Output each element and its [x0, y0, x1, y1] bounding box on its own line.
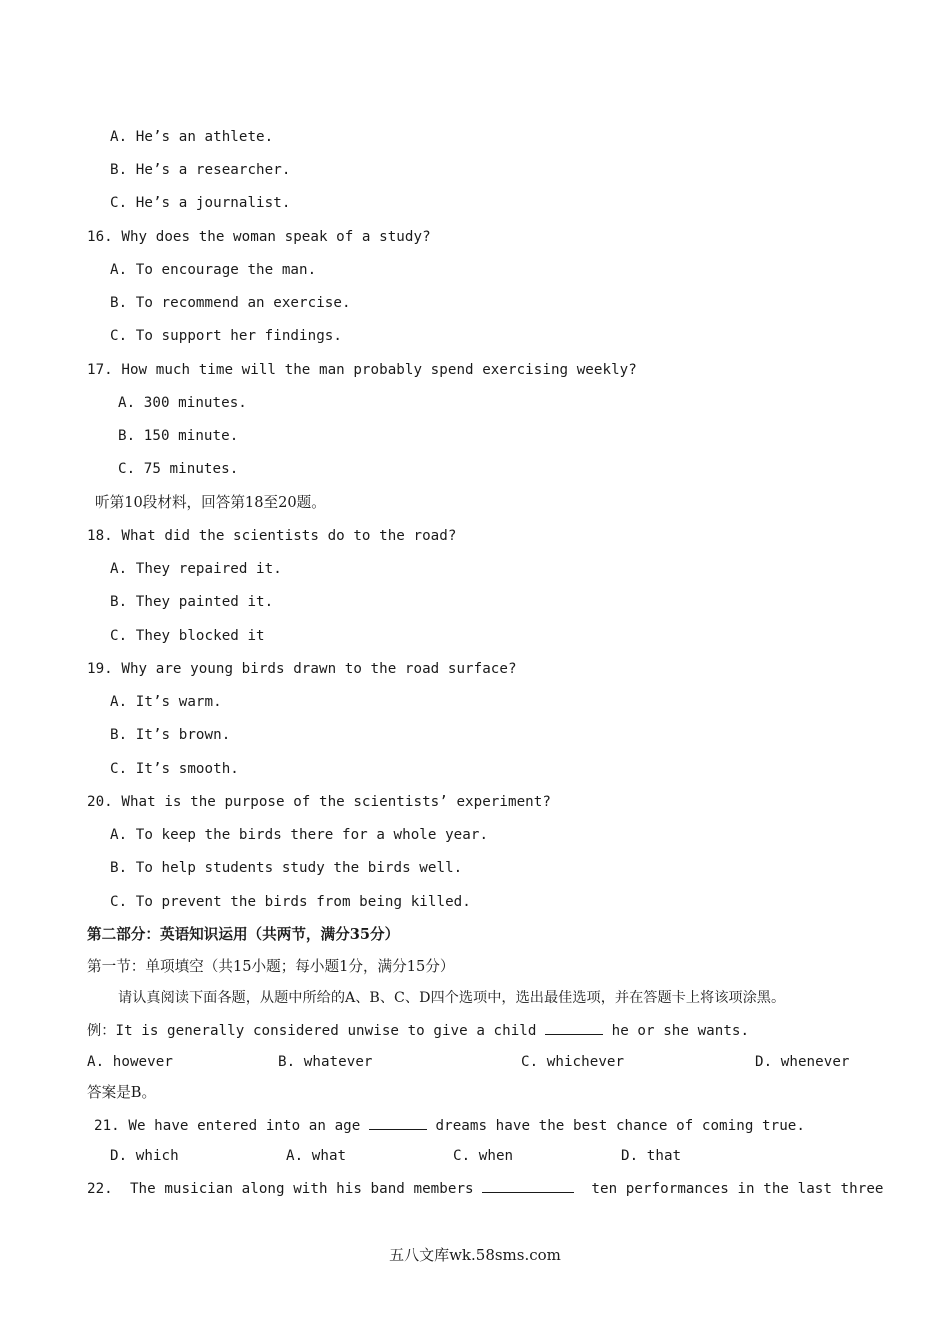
- q15-option-c: C. He’s a journalist.: [110, 195, 291, 211]
- q22-text-before: 22. The musician along with his band members: [87, 1181, 483, 1197]
- q19-option-c: C. It’s smooth.: [110, 761, 239, 777]
- q22-question: [87, 1179, 884, 1197]
- example-question: [87, 1021, 749, 1039]
- example-option-c: C. whichever: [521, 1054, 625, 1070]
- q21-option-3: C. when: [453, 1148, 514, 1164]
- q22-blank: [482, 1179, 574, 1193]
- q16-question: 16. Why does the woman speak of a study?: [87, 229, 431, 245]
- passage10-instruction: 听第10段材料，回答第18至20题。: [95, 494, 326, 511]
- part2-section1-heading: 第一节：单项填空（共15小题；每小题1分，满分15分）: [87, 958, 455, 975]
- q16-option-b: B. To recommend an exercise.: [110, 295, 351, 311]
- q22-text-after: ten performances in the last three: [574, 1181, 884, 1197]
- q15-option-a: A. He’s an athlete.: [110, 129, 274, 145]
- q21-text-after: dreams have the best chance of coming true.: [426, 1118, 805, 1134]
- q21-blank: [369, 1116, 427, 1130]
- q18-option-a: A. They repaired it.: [110, 561, 282, 577]
- example-answer: 答案是B。: [87, 1084, 157, 1101]
- page-footer-watermark: 五八文库wk.58sms.com: [389, 1246, 561, 1264]
- q21-text-before: 21. We have entered into an age: [94, 1118, 369, 1134]
- example-text-after: he or she wants.: [603, 1023, 750, 1039]
- q19-option-a: A. It’s warm.: [110, 694, 222, 710]
- q21-question: [94, 1116, 805, 1134]
- example-blank: [545, 1021, 603, 1035]
- q20-option-c: C. To prevent the birds from being killed.: [110, 894, 471, 910]
- q17-option-a: A. 300 minutes.: [118, 395, 247, 411]
- part2-instruction: 请认真阅读下面各题，从题中所给的A、B、C、D四个选项中，选出最佳选项，并在答题卡上将该项涂黑。: [118, 990, 786, 1006]
- example-option-d: D. whenever: [755, 1054, 850, 1070]
- q15-option-b: B. He’s a researcher.: [110, 162, 291, 178]
- q17-option-b: B. 150 minute.: [118, 428, 239, 444]
- example-option-a: A. however: [87, 1054, 173, 1070]
- q17-option-c: C. 75 minutes.: [118, 461, 239, 477]
- q20-option-a: A. To keep the birds there for a whole year.: [110, 827, 489, 843]
- q16-option-c: C. To support her findings.: [110, 328, 342, 344]
- q16-option-a: A. To encourage the man.: [110, 262, 317, 278]
- example-text-before: 例：It is generally considered unwise to give a child: [87, 1023, 546, 1039]
- q21-option-4: D. that: [621, 1148, 682, 1164]
- part2-heading: 第二部分：英语知识运用（共两节，满分35分）: [87, 926, 400, 943]
- example-option-b: B. whatever: [278, 1054, 373, 1070]
- q18-option-b: B. They painted it.: [110, 594, 274, 610]
- q17-question: 17. How much time will the man probably spend exercising weekly?: [87, 362, 637, 378]
- q19-option-b: B. It’s brown.: [110, 727, 231, 743]
- q21-option-2: A. what: [286, 1148, 347, 1164]
- q18-question: 18. What did the scientists do to the road?: [87, 528, 457, 544]
- q21-option-1: D. which: [110, 1148, 179, 1164]
- q19-question: 19. Why are young birds drawn to the road surface?: [87, 661, 517, 677]
- q20-question: 20. What is the purpose of the scientists’ experiment?: [87, 794, 551, 810]
- q20-option-b: B. To help students study the birds well.: [110, 860, 463, 876]
- q18-option-c: C. They blocked it: [110, 628, 265, 644]
